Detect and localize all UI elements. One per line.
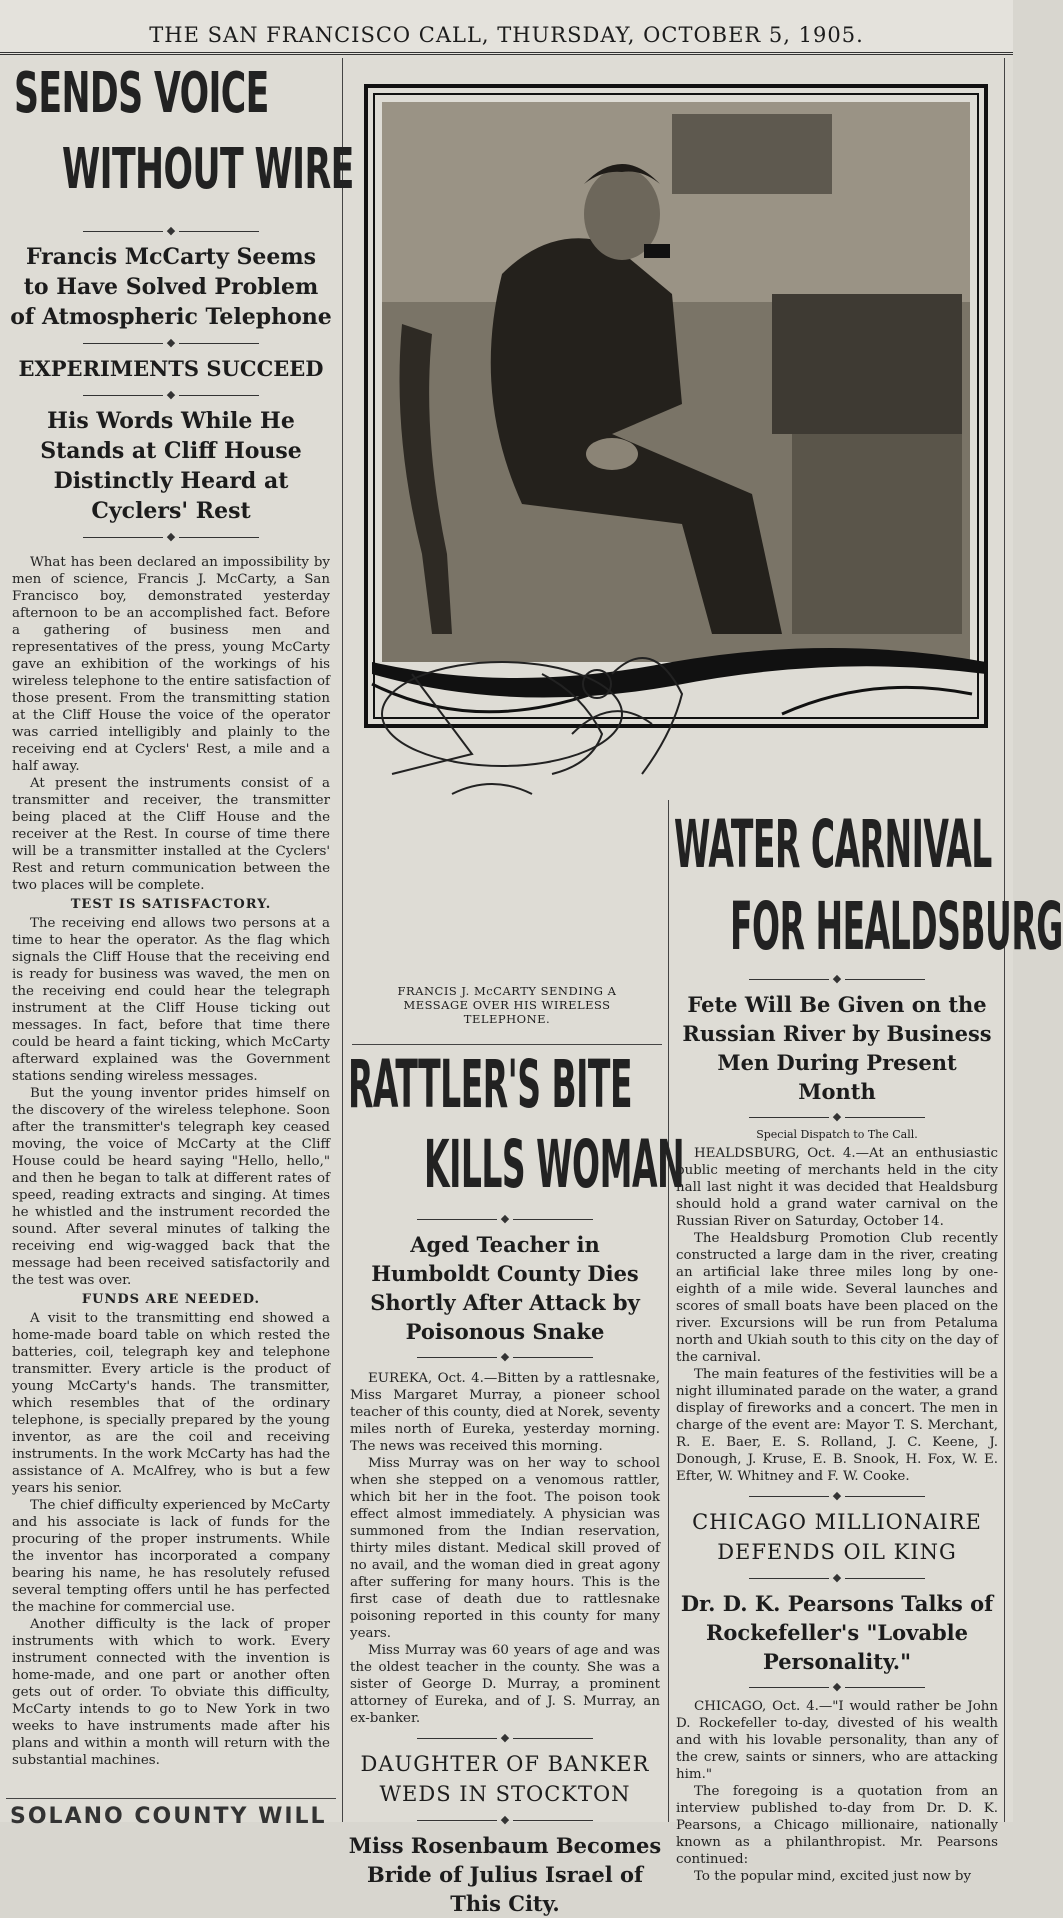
paragraph: HEALDSBURG, Oct. 4.—At an enthusiastic public meeting of merchants held in the city hall last night it was decided that Healdsburg should hold a grand water carnival on the Russian River on Saturday, October 14. (676, 1146, 998, 1229)
paragraph: The main features of the festivities will be a night illuminated parade on the water, a grand display of fireworks and a concert. The men in charge of the event are: Mayor T. S. Merchant, R. E. Baer, E. S. Rolland, J. C. Keene, J. Donough, J. Kruse, E. B. Snook, H. Fox, W. E. Efter, W. Whitney and F. W. Cooke. (676, 1367, 998, 1484)
headline-line-2: WITHOUT WIRE (62, 137, 354, 202)
article-body-2 (672, 1698, 1002, 1885)
ornament-rule: ◆ (672, 1571, 1002, 1585)
ornament-rule: ◆ (6, 530, 336, 544)
story-divider (6, 1798, 336, 1799)
ornament-rule: ◆ (346, 1350, 664, 1364)
column-rule (342, 58, 343, 1822)
photo-caption: FRANCIS J. McCARTY SENDING A MESSAGE OVER HIS WIRELESS TELEPHONE. (397, 984, 617, 1026)
paragraph: The foregoing is a quotation from an interview published to-day from Dr. D. K. Pearsons, a Chicago millionaire, nationally known as a philanthropist. Mr. Pearsons continued: (676, 1784, 998, 1867)
paragraph: A visit to the transmitting end showed a home-made board table on which rested the batteries, coil, telegraph key and telephone transmitter. Every article is the product of young McCarty's hands. The transmitter, which resembles that of the ordinary telephone, is specially prepared by the young inventor, as are the coil and receiving instruments. In the work McCarty has had the assistance of A. McAlfrey, who is but a few years his senior. (12, 1311, 330, 1496)
paragraph: What has been declared an impossibility by men of science, Francis J. McCarty, a San Francisco boy, demonstrated yesterday afternoon to be an accomplished fact. Before a gathering of business men and representatives of the press, young McCarty gave an exhibition of the workings of his wireless telephone to the entire satisfaction of those present. From the transmitting station at the Cliff House the voice of the operator was carried intelligibly and plainly to the receiving end at Cyclers' Rest, a mile and a half away. (12, 555, 330, 774)
ornament-rule: ◆ (6, 224, 336, 238)
paragraph: Miss Murray was 60 years of age and was the oldest teacher in the county. She was a sister of George D. Murray, a prominent attorney of Eureka, and of J. S. Murray, an ex-banker. (350, 1643, 660, 1726)
paragraph: But the young inventor prides himself on the discovery of the wireless telephone. Soon after the transmitter's telegraph key ceased moving, the voice of McCarty at the Cliff House could be heard saying "Hello, hello," and then he began to talk at different rates of speed, reading extracts and singing. At times he whistled and the instrument recorded the sound. After several minutes of talking the receiving end wig-wagged back that the message had been received satisfactorily and the test was over. (12, 1086, 330, 1288)
dispatch-line: Special Dispatch to The Call. (756, 1128, 918, 1141)
masthead: THE SAN FRANCISCO CALL, THURSDAY, OCTOBER 5, 1905. (0, 0, 1013, 55)
telephone-equipment (772, 294, 962, 434)
caption-rule (352, 1044, 662, 1045)
deck-subheadline: Francis McCarty Seems to Have Solved Problem of Atmospheric Telephone (10, 244, 332, 330)
deck-cliff-house: His Words While He Stands at Cliff House Distinctly Heard at Cyclers' Rest (40, 408, 302, 524)
ornament-rule: ◆ (346, 1813, 664, 1827)
paragraph: To the popular mind, excited just now by (694, 1869, 972, 1884)
photo-illustration (352, 74, 1000, 802)
ornament-rule: ◆ (672, 1489, 1002, 1503)
ornament-rule: ◆ (346, 1731, 664, 1745)
headline-oil-king: DEFENDS OIL KING (717, 1540, 957, 1564)
ornament-rule: ◆ (672, 1680, 1002, 1694)
ornament-rule: ◆ (6, 388, 336, 402)
photo-svg (352, 74, 1000, 802)
section-subhead: TEST IS SATISFACTORY. (70, 897, 272, 912)
paragraph: At present the instruments consist of a transmitter and receiver, the transmitter being placed at the Cliff House and the receiver at the Rest. In course of time there will be a transmitter installed at the Cyclers' Rest and return communication between the two places will be complete. (12, 776, 330, 893)
deck-pearsons: Dr. D. K. Pearsons Talks of Rockefeller's "Lovable Personality." (680, 1591, 994, 1674)
column-rule (668, 800, 669, 1822)
story-sends-voice (6, 60, 354, 1822)
paragraph: Another difficulty is the lack of proper instruments with which to work. Every instrument connected with the invention is home-made, and one part or another often gets out of order. To obviate this difficulty, McCarty intends to go to New York in two weeks to have instruments made after his plans and within a month will return with the substantial machines. (12, 1617, 330, 1768)
ornament-rule: ◆ (6, 336, 336, 350)
headline-line-1: SENDS VOICE (14, 61, 269, 126)
headline-line-2: FOR HEALDSBURG (730, 888, 1063, 965)
paragraph: Miss Murray was on her way to school when she stepped on a venomous rattler, which bit her in the foot. The poison took effect almost immediately. A physician was summoned from the Indian reservation, thirty miles distant. Medical skill proved of no avail, and the woman died in great agony after suffering for many hours. This is the first case of death due to rattlesnake poisoning reported in this county for many years. (350, 1456, 660, 1641)
headline-line-2: KILLS WOMAN (424, 1126, 685, 1203)
story-rattlers-bite (346, 1046, 685, 1916)
next-headline: SOLANO COUNTY WILL (10, 1804, 327, 1829)
headline-weds: WEDS IN STOCKTON (379, 1782, 631, 1806)
section-subhead: FUNDS ARE NEEDED. (81, 1292, 261, 1307)
article-body (6, 554, 336, 1769)
headline-line-1: RATTLER'S BITE (348, 1046, 632, 1123)
deck-experiments: EXPERIMENTS SUCCEED (18, 356, 324, 381)
paragraph: The Healdsburg Promotion Club recently constructed a large dam in the river, creating an artificial lake three miles long by one-eighth of a mile wide. Several launches and scores of small boats have been placed on the river. Excursions will be run from Petaluma north and Ukiah south to this city on the day of the carnival. (676, 1231, 998, 1365)
article-body (346, 1370, 664, 1727)
deck-subheadline: Aged Teacher in Humboldt County Dies Shortly After Attack by Poisonous Snake (370, 1232, 640, 1344)
story-water-carnival (672, 806, 1063, 1884)
headline-line-1: WATER CARNIVAL (674, 806, 992, 883)
paragraph: EUREKA, Oct. 4.—Bitten by a rattlesnake, Miss Margaret Murray, a pioneer school teacher of this county, died at Norek, seventy miles north of Eureka, yesterday morning. The news was received this morning. (350, 1371, 660, 1454)
deck-subheadline: Fete Will Be Given on the Russian River by Business Men During Present Month (682, 992, 992, 1104)
ornament-rule: ◆ (672, 972, 1002, 986)
ornament-rule: ◆ (672, 1110, 1002, 1124)
paragraph: The receiving end allows two persons at a time to hear the operator. As the flag which signals the Cliff House that the receiving end is ready for business was waved, the men on the receiving end could hear the telegraph instrument at the Cliff House ticking out messages. In fact, before that time there could be heard a faint ticking, which McCarty afterward explained was the Government stations sending wireless messages. (12, 916, 330, 1084)
paragraph: CHICAGO, Oct. 4.—"I would rather be John D. Rockefeller to-day, divested of his wealth and with his lovable personality, than any of the crew, saints or sinners, who are attacking him." (676, 1699, 998, 1782)
headline-chicago: CHICAGO MILLIONAIRE (692, 1510, 982, 1534)
ornament-rule: ◆ (346, 1212, 664, 1226)
deck-rosenbaum: Miss Rosenbaum Becomes Bride of Julius Israel of This City. (348, 1833, 662, 1916)
wall-picture (672, 114, 832, 194)
article-body (672, 1145, 1002, 1485)
paragraph: The chief difficulty experienced by McCarty and his associate is lack of funds for the procuring of the proper instruments. While the inventor has incorporated a company bearing his name, he has resolutely refused several tempting offers until he has perfected the machine for commercial use. (12, 1498, 330, 1615)
headline-daughter: DAUGHTER OF BANKER (360, 1752, 650, 1776)
